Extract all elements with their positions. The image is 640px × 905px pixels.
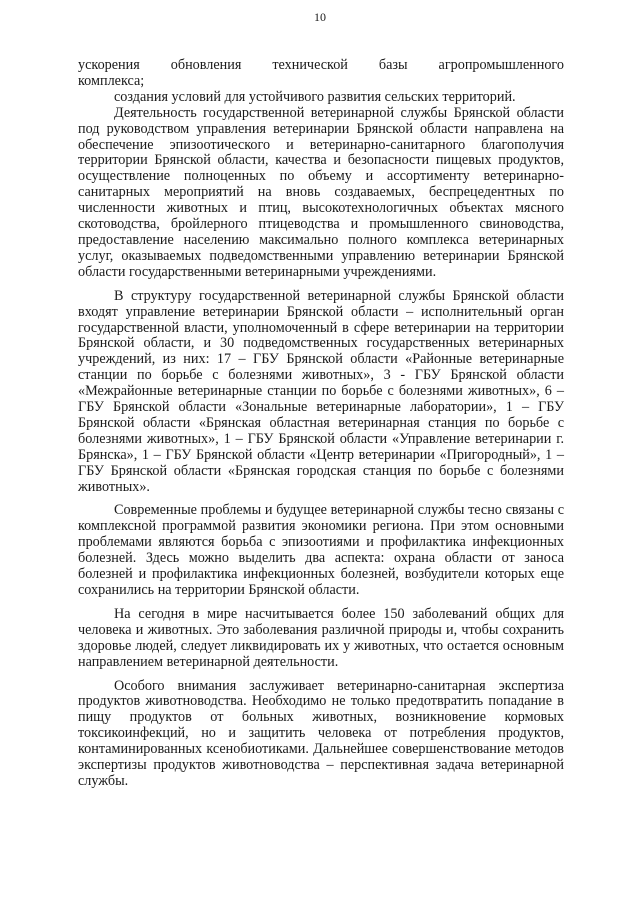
paragraph-sanitary-expertise: Особого внимания заслуживает ветеринарно-санитарная экспертиза продуктов животноводства. Необходимо не только предотвратить попадание в пищу продуктов от больных животных, возникновение кормовых токсикоинфекций, но и защитить человека от потребления продуктов, контаминированных ксенобиотиками. Дальнейшее совершенствование методов экспертизы продуктов животноводства – перспективная задача ветеринарной службы. bbox=[78, 677, 564, 789]
paragraph-modern-problems: Современные проблемы и будущее ветеринарной службы тесно связаны с комплексной программой развития экономики региона. При этом основными проблемами являются борьба с эпизоотиями и профилактика инфекционных болезней. Здесь можно выделить два аспекта: охрана области от заноса болезней и профилактика инфекционных болезней, возбудители которых еще сохранились на территории Брянской области. bbox=[78, 502, 564, 598]
document-body bbox=[78, 58, 564, 790]
paragraph-continuation-line: ускорения обновления технической базы агропромышленного bbox=[78, 57, 564, 73]
paragraph-vet-service-activity: Деятельность государственной ветеринарной службы Брянской области под руководством управления ветеринарии Брянской области направлена на обеспечение эпизоотического и ветеринарно-санитарного благополучия территории Брянской области, качества и безопасности пищевых продуктов, осуществление полноценных по объему и ассортименту ветеринарно-санитарных мероприятий на вновь создаваемых, беспрецедентных по численности животных и птиц, высокотехнологичных объектах мясного скотоводства, бройлерного птицеводства и промышленного свиноводства, предоставление населению максимально полного комплекса ветеринарных услуг, оказываемых подведомственными управлению ветеринарии Брянской области государственными ветеринарными учреждениями. bbox=[78, 104, 564, 280]
paragraph-vet-service-structure: В структуру государственной ветеринарной службы Брянской области входят управление ветеринарии Брянской области – исполнительный орган государственной власти, уполномоченный в сфере ветеринарии на территории Брянской области, и 30 подведомственных государственных ветеринарных учреждений, из них: 17 – ГБУ Брянской области «Районные ветеринарные станции по борьбе с болезнями животных», 3 - ГБУ Брянской области «Межрайонные ветеринарные станции по борьбе с болезнями животных», 6 – ГБУ Брянской области «Зональные ветеринарные лаборатории», 1 – ГБУ Брянской области «Брянская областная ветеринарная станция по борьбе с болезнями животных», 1 – ГБУ Брянской области «Управление ветеринарии г. Брянска», 1 – ГБУ Брянской области «Центр ветеринарии «Пригородный», 1 – ГБУ Брянской области «Брянская городская станция по борьбе с болезнями животных». bbox=[78, 287, 564, 495]
paragraph-zoonotic-diseases: На сегодня в мире насчитывается более 150 заболеваний общих для человека и животных. Это заболевания различной природы и, чтобы сохранить здоровье людей, следует ликвидировать их у животных, что остается основным направлением ветеринарной деятельности. bbox=[78, 605, 564, 670]
paragraph-rural-territories: создания условий для устойчивого развития сельских территорий. bbox=[114, 88, 516, 105]
page-number: 10 bbox=[314, 10, 326, 24]
paragraph-continuation-end: комплекса; bbox=[78, 72, 145, 89]
